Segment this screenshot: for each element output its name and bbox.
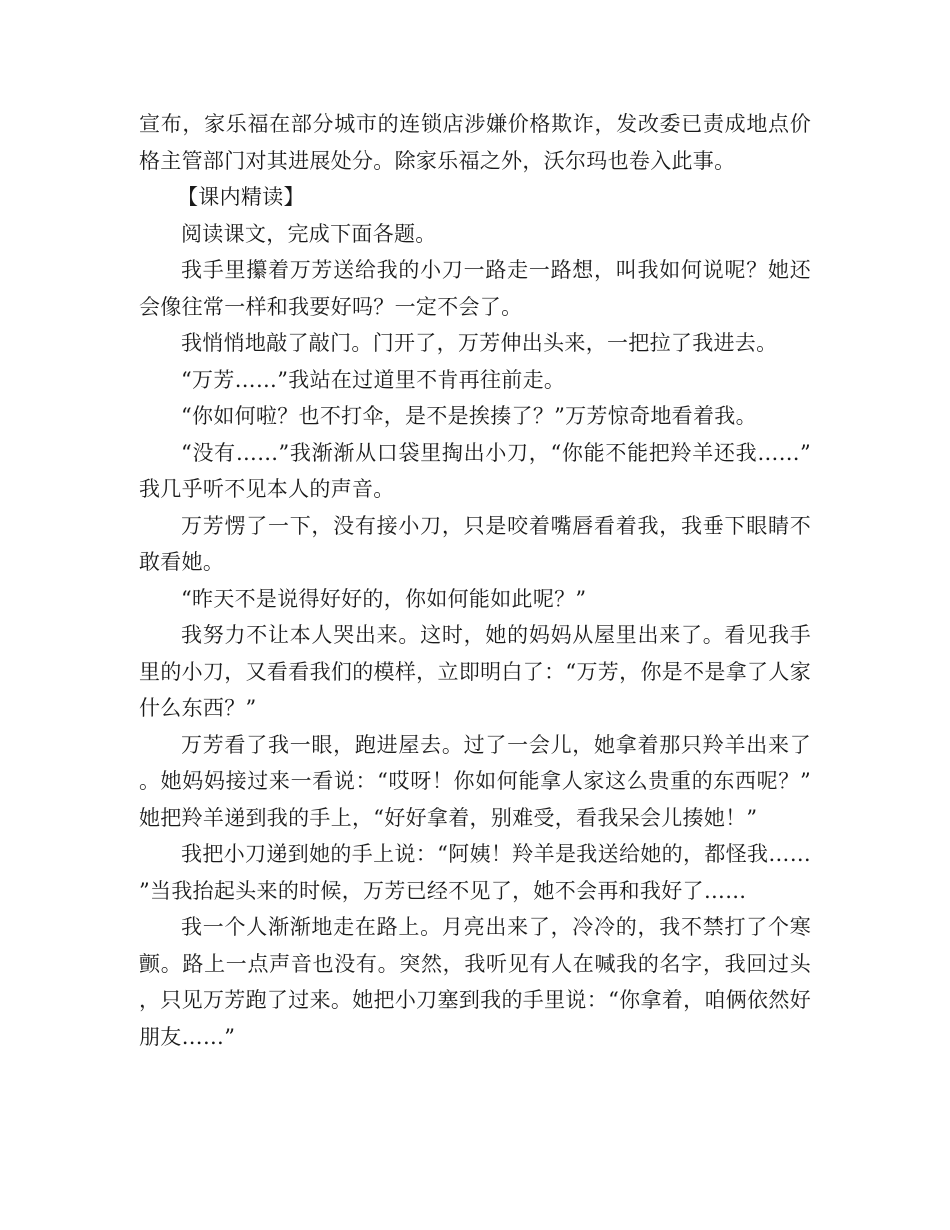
story-paragraph-6: 万芳愣了一下，没有接小刀，只是咬着嘴唇看着我，我垂下眼睛不敢看她。 [139, 513, 811, 574]
story-paragraph-4: “你如何啦？也不打伞，是不是挨揍了？”万芳惊奇地看着我。 [181, 404, 757, 428]
story-paragraph-9: 万芳看了我一眼，跑进屋去。过了一会儿，她拿着那只羚羊出来了。她妈妈接过来一看说：“哎呀！你如何能拿人家这么贵重的东西呢？”她把羚羊递到我的手上，“好好拿着，别难受，看我呆会儿揍她！” [139, 732, 811, 830]
intro-paragraph: 宣布，家乐福在部分城市的连锁店涉嫌价格欺诈，发改委已责成地点价格主管部门对其进展处分。除家乐福之外，沃尔玛也卷入此事。 [139, 112, 811, 173]
story-paragraph-11: 我一个人渐渐地走在路上。月亮出来了，冷冷的，我不禁打了个寒颤。路上一点声音也没有。突然，我听见有人在喊我的名字，我回过头，只见万芳跑了过来。她把小刀塞到我的手里说：“你拿着，咱俩依然好朋友……” [139, 915, 811, 1049]
story-paragraph-10: 我把小刀递到她的手上说：“阿姨！羚羊是我送给她的，都怪我……”当我抬起头来的时候，万芳已经不见了，她不会再和我好了…… [139, 842, 811, 903]
story-paragraph-7: “昨天不是说得好好的，你如何能如此呢？” [181, 586, 587, 611]
story-paragraph-1: 我手里攥着万芳送给我的小刀一路走一路想，叫我如何说呢？她还会像往常一样和我要好吗？一定不会了。 [139, 258, 811, 319]
section-label: 【课内精读】 [177, 185, 305, 209]
story-paragraph-5: “没有……”我渐渐从口袋里掏出小刀，“你能不能把羚羊还我……”我几乎听不见本人的声音。 [139, 440, 811, 501]
story-paragraph-8: 我努力不让本人哭出来。这时，她的妈妈从屋里出来了。看见我手里的小刀，又看看我们的模样，立即明白了：“万芳，你是不是拿了人家什么东西？” [139, 623, 811, 720]
story-paragraph-3: “万芳……”我站在过道里不肯再往前走。 [181, 367, 566, 392]
story-paragraph-2: 我悄悄地敲了敲门。门开了，万芳伸出头来，一把拉了我进去。 [181, 331, 778, 355]
document-page [139, 106, 811, 1055]
instruction-text: 阅读课文，完成下面各题。 [181, 221, 437, 246]
